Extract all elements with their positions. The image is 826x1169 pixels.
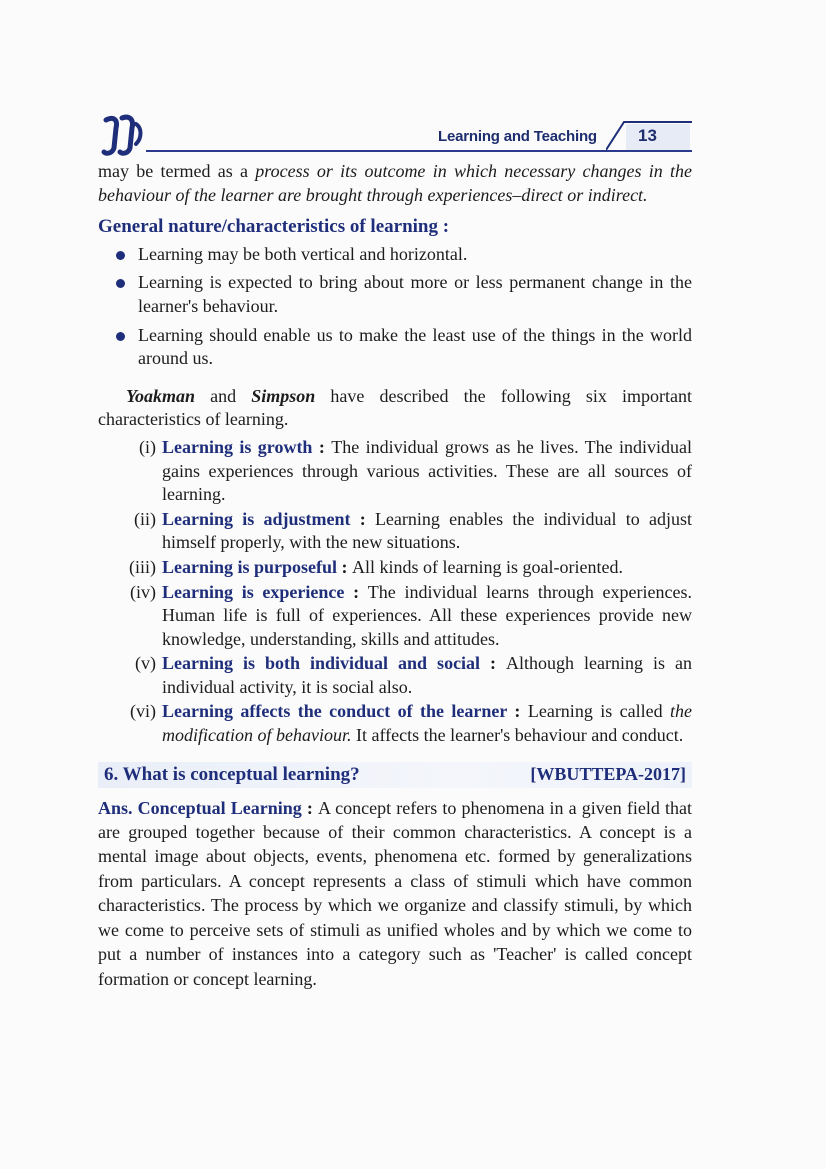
list-item: (vi) Learning affects the conduct of the learner : Learning is called the modification of behaviour. It affects the learner's behaviour and conduct. <box>130 701 692 746</box>
page-number: 13 <box>638 126 657 145</box>
bullet-icon <box>116 332 125 341</box>
bullet-icon <box>116 279 125 288</box>
characteristics-list <box>98 436 692 748</box>
list-item: Learning may be both vertical and horizontal. <box>138 243 692 267</box>
nature-list <box>98 243 692 371</box>
list-item: Learning is expected to bring about more or less permanent change in the learner's behaviour. <box>138 271 692 318</box>
list-item: (iii) Learning is purposeful : All kinds of learning is goal-oriented. <box>129 556 623 577</box>
list-item: (i) Learning is growth : The individual grows as he lives. The individual gains experiences through various activities. These are all sources of learning. <box>139 436 693 505</box>
question-bar <box>98 762 692 788</box>
page-header <box>100 112 692 162</box>
question-text: 6. What is conceptual learning? <box>104 763 360 785</box>
exam-tag: [WBUTTEPA-2017] <box>530 763 686 784</box>
section-heading: General nature/characteristics of learning : <box>98 216 450 238</box>
bullet-icon <box>116 251 125 260</box>
list-item: (v) Learning is both individual and social : Although learning is an individual activity, it is social also. <box>135 653 692 697</box>
list-item: (ii) Learning is adjustment : Learning enables the individual to adjust himself properly, with the new situations. <box>134 508 692 553</box>
page-content <box>98 160 692 991</box>
yoakman-paragraph: Yoakman and Simpson have described the following six important characteristics of learning. <box>98 385 692 430</box>
list-item: (iv) Learning is experience : The individual learns through experiences. Human life is full of experiences. All these experiences provide new knowledge, understanding, skills and attitudes. <box>130 581 692 649</box>
book-logo-icon <box>100 114 148 158</box>
running-header-title: Learning and Teaching <box>438 128 597 145</box>
list-item: Learning should enable us to make the least use of the things in the world around us. <box>138 324 692 371</box>
answer-paragraph: Ans. Conceptual Learning : A concept refers to phenomena in a given field that are grouped together because of their common characteristics. A concept is a mental image about objects, events, phenomena etc. formed by generalizations from particulars. A concept represents a class of stimuli which have common characteristics. The process by which we organize and classify stimuli, by which we come to perceive sets of stimuli as unified wholes and by which we come to put a number of instances into a category such as 'Teacher' is called concept formation or concept learning. <box>98 797 693 989</box>
intro-paragraph: may be termed as a process or its outcome in which necessary changes in the behaviour of the learner are brought through experiences–direct or indirect. <box>98 161 692 205</box>
